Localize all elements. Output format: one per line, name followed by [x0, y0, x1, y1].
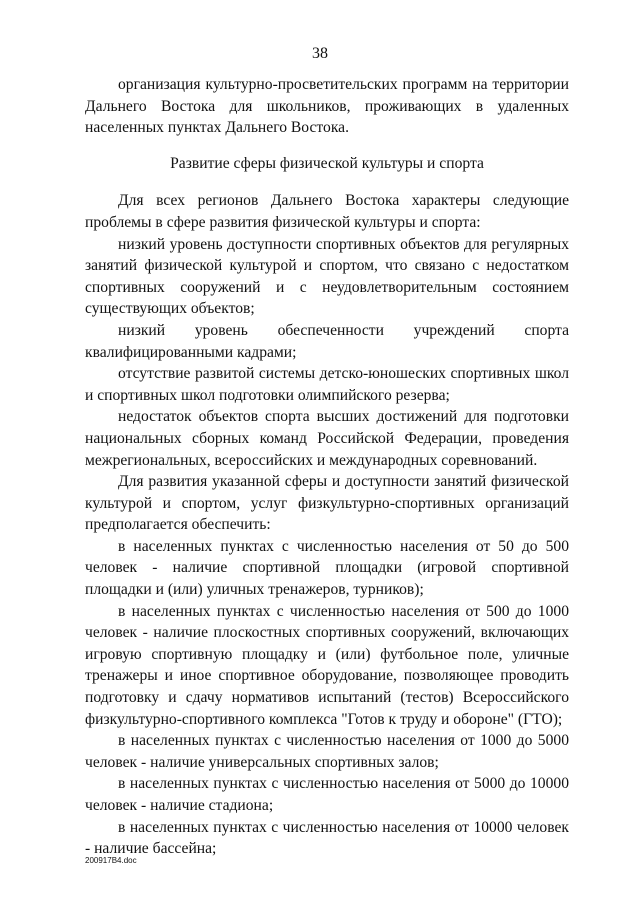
paragraph-provision-intro: Для развития указанной сферы и доступности занятий физической культурой и спортом, услуг физкультурно-спортивных организаций предполагается обеспечить: [85, 473, 569, 534]
problem-item: низкий уровень обеспеченности учреждений спорта квалифицированными кадрами; [85, 321, 569, 361]
problem-item: недостаток объектов спорта высших достижений для подготовки национальных сборных команд Российской Федерации, проведения межрегиональных, всероссийских и международных соревнований. [85, 408, 569, 469]
page-number: 38 [312, 45, 328, 62]
footer-filename: 200917B4.doc [85, 856, 137, 865]
section-title: Развитие сферы физической культуры и спорта [170, 154, 484, 172]
problem-item: отсутствие развитой системы детско-юношеских спортивных школ и спортивных школ подготовки олимпийского резерва; [85, 365, 569, 404]
provision-item: в населенных пунктах с численностью населения от 5000 до 10000 человек - наличие стадиона; [85, 775, 569, 814]
paragraph-culture-programs: организация культурно-просветительских программ на территории Дальнего Востока для школьников, проживающих в удаленных населенных пунктах Дальнего Востока. [85, 76, 569, 137]
paragraph-intro: Для всех регионов Дальнего Востока характеры следующие проблемы в сфере развития физической культуры и спорта: [85, 192, 569, 231]
problem-item: низкий уровень доступности спортивных объектов для регулярных занятий физической культурой и спортом, что связано с недостатком спортивных сооружений и с неудовлетворительным состоянием существующих объектов; [85, 235, 569, 318]
provision-item: в населенных пунктах с численностью населения от 1000 до 5000 человек - наличие универсальных спортивных залов; [85, 732, 569, 771]
provision-item: в населенных пунктах с численностью населения от 50 до 500 человек - наличие спортивной площадки (игровой спортивной площадки и (или) уличных тренажеров, турников); [85, 537, 569, 599]
provision-item: в населенных пунктах с численностью населения от 500 до 1000 человек - наличие плоскостных спортивных сооружений, включающих игровую спортивную площадку и (или) футбольное поле, уличные тренажеры и иное спортивное оборудование, позволяющее проводить подготовку и сдачу нормативов испытаний (тестов) Всероссийского физкультурно-спортивного комплекса "Готов к труду и обороне" (ГТО); [85, 602, 569, 728]
provision-item: в населенных пунктах с численностью населения от 10000 человек - наличие бассейна; [85, 818, 569, 858]
page-body [85, 74, 569, 860]
